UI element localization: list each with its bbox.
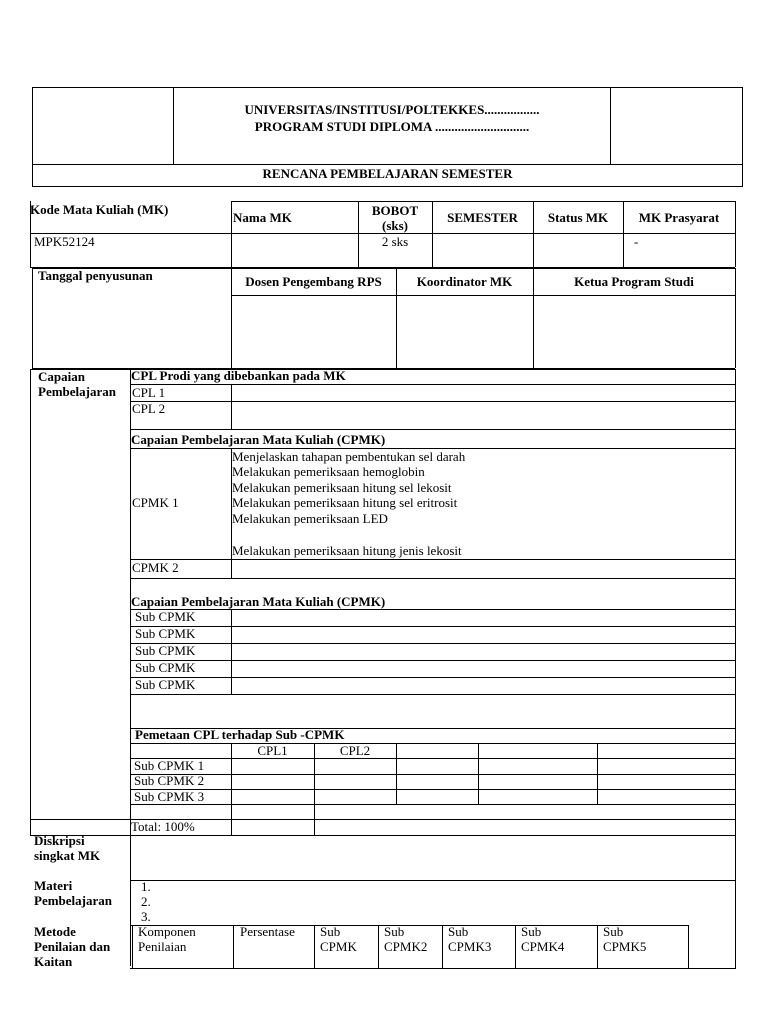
map-line-5	[130, 804, 735, 805]
sub-line-2	[130, 643, 735, 644]
cpl-col-divider	[231, 384, 232, 429]
map-row-sub-cpmk-3: Sub CPMK 3	[134, 789, 205, 804]
nama-mk-header: Nama MK	[233, 210, 292, 225]
auth-table-header-line	[231, 295, 735, 296]
cpmk-1-label: CPMK 1	[132, 495, 179, 510]
kode-mk-value: MPK52124	[34, 234, 95, 249]
deskripsi-bottom-line	[130, 880, 735, 881]
cpl-line-2	[130, 401, 735, 402]
course-vline-6	[735, 201, 736, 267]
metode-col-sub-cpmk5: Sub CPMK5	[603, 924, 647, 954]
materi-item: 3.	[141, 909, 151, 924]
map-vline-3	[396, 743, 397, 804]
document-title: RENCANA PEMBELAJARAN SEMESTER	[262, 166, 513, 181]
materi-item: 1.	[141, 879, 151, 894]
materi-item: 2.	[141, 894, 151, 909]
map-row-sub-cpmk-1: Sub CPMK 1	[134, 758, 205, 773]
cpmk-1-item: Melakukan pemeriksaan hitung sel lekosit	[232, 480, 452, 495]
sub-cpmk-row: Sub CPMK	[135, 677, 196, 692]
total-percentage: Total: 100%	[131, 819, 195, 834]
metode-vline-3	[378, 925, 379, 968]
sub-col-divider	[231, 609, 232, 694]
cpl-line-3	[130, 429, 735, 430]
sub-line-0	[130, 609, 735, 610]
metode-col-sub-cpmk4: Sub CPMK4	[521, 924, 565, 954]
sub-line-1	[130, 626, 735, 627]
cpmk-section-title: Capaian Pembelajaran Mata Kuliah (CPMK)	[131, 432, 386, 447]
metode-col-komponen: Komponen Penilaian	[138, 924, 196, 954]
header-divider-bottom	[32, 164, 743, 165]
metode-col-sub-cpmk3: Sub CPMK3	[448, 924, 492, 954]
bobot-value: 2 sks	[381, 234, 409, 249]
cpmk-1-item: Menjelaskan tahapan pembentukan sel darah	[232, 449, 466, 464]
map-vline-4	[478, 743, 479, 804]
dosen-pengembang-header: Dosen Pengembang RPS	[245, 274, 382, 289]
metode-vline-5	[515, 925, 516, 968]
map-col-cpl1: CPL1	[257, 743, 288, 758]
lower-right-border	[735, 835, 736, 969]
cpmk-line-2	[130, 559, 735, 560]
metode-col-sub-cpmk: Sub CPMK	[320, 924, 357, 954]
map-line-3	[130, 774, 735, 775]
auth-vline-4	[735, 268, 736, 368]
metode-col-persentase: Persentase	[240, 924, 295, 939]
cpl-row-1: CPL 1	[132, 385, 166, 400]
auth-vline-0	[32, 268, 33, 368]
institution-name: UNIVERSITAS/INSTITUSI/POLTEKKES.................	[244, 102, 540, 117]
sub-line-4	[130, 677, 735, 678]
status-mk-header: Status MK	[547, 210, 609, 225]
map-col-cpl2: CPL2	[339, 743, 371, 758]
mk-prasyarat-value: -	[634, 234, 639, 249]
map-line-4	[130, 789, 735, 790]
map-vline-5	[597, 743, 598, 804]
cpmk-line-3	[130, 578, 735, 579]
metode-vline-1	[233, 925, 234, 968]
capaian-bottom-line	[30, 835, 735, 836]
cpmk-1-item: Melakukan pemeriksaan hitung jenis lekosit	[232, 543, 462, 558]
koordinator-mk-header: Koordinator MK	[416, 274, 513, 289]
sub-line-5	[130, 694, 735, 695]
sub-cpmk-row: Sub CPMK	[135, 643, 196, 658]
bobot-header: BOBOT (sks)	[371, 203, 419, 233]
metode-vline-2	[314, 925, 315, 968]
metode-vline-4	[442, 925, 443, 968]
sub-line-3	[130, 660, 735, 661]
course-table-top	[231, 201, 735, 202]
cpmk-1-item: Melakukan pemeriksaan LED	[232, 511, 388, 526]
cpl-row-2: CPL 2	[132, 401, 166, 416]
tanggal-penyusunan-header: Tanggal penyusunan	[38, 268, 153, 283]
materi-label: Materi Pembelajaran	[34, 878, 112, 908]
sub-cpmk-row: Sub CPMK	[135, 660, 196, 675]
mk-prasyarat-header: MK Prasyarat	[638, 210, 720, 225]
metode-vline-0	[132, 925, 133, 968]
capaian-label-divider	[130, 369, 131, 966]
map-row-sub-cpmk-2: Sub CPMK 2	[134, 773, 205, 788]
capaian-right-border	[735, 369, 736, 835]
sub-cpmk-section-title: Capaian Pembelajaran Mata Kuliah (CPMK)	[131, 594, 386, 609]
course-vline-1	[231, 201, 232, 267]
capaian-left-border	[30, 369, 31, 835]
deskripsi-label: Diskripsi singkat MK	[34, 833, 101, 863]
metode-col-sub-cpmk2: Sub CPMK2	[384, 924, 428, 954]
kode-mk-header: Kode Mata Kuliah (MK)	[30, 202, 169, 217]
sub-cpmk-row: Sub CPMK	[135, 609, 196, 624]
cpmk-1-item: Melakukan pemeriksaan hitung sel eritrosit	[232, 495, 458, 510]
metode-label: Metode Penilaian dan Kaitan	[34, 924, 111, 969]
metode-vline-7	[688, 925, 689, 968]
metode-vline-6	[597, 925, 598, 968]
cpl-line-1	[130, 384, 735, 385]
program-name: PROGRAM STUDI DIPLOMA .............................	[254, 119, 530, 134]
map-line-2	[130, 758, 735, 759]
header-divider-right	[610, 87, 611, 164]
sub-cpmk-row: Sub CPMK	[135, 626, 196, 641]
cpmk-2-label: CPMK 2	[132, 560, 179, 575]
ketua-prodi-header: Ketua Program Studi	[574, 274, 694, 289]
pemetaan-title: Pemetaan CPL terhadap Sub -CPMK	[135, 727, 345, 742]
cpl-section-title: CPL Prodi yang dibebankan pada MK	[131, 368, 346, 383]
map-line-1	[130, 743, 735, 744]
cpmk-1-item: Melakukan pemeriksaan hemoglobin	[232, 464, 425, 479]
metode-bottom-line	[130, 968, 735, 969]
capaian-label: Capaian Pembelajaran	[38, 369, 116, 399]
semester-header: SEMESTER	[447, 210, 518, 225]
